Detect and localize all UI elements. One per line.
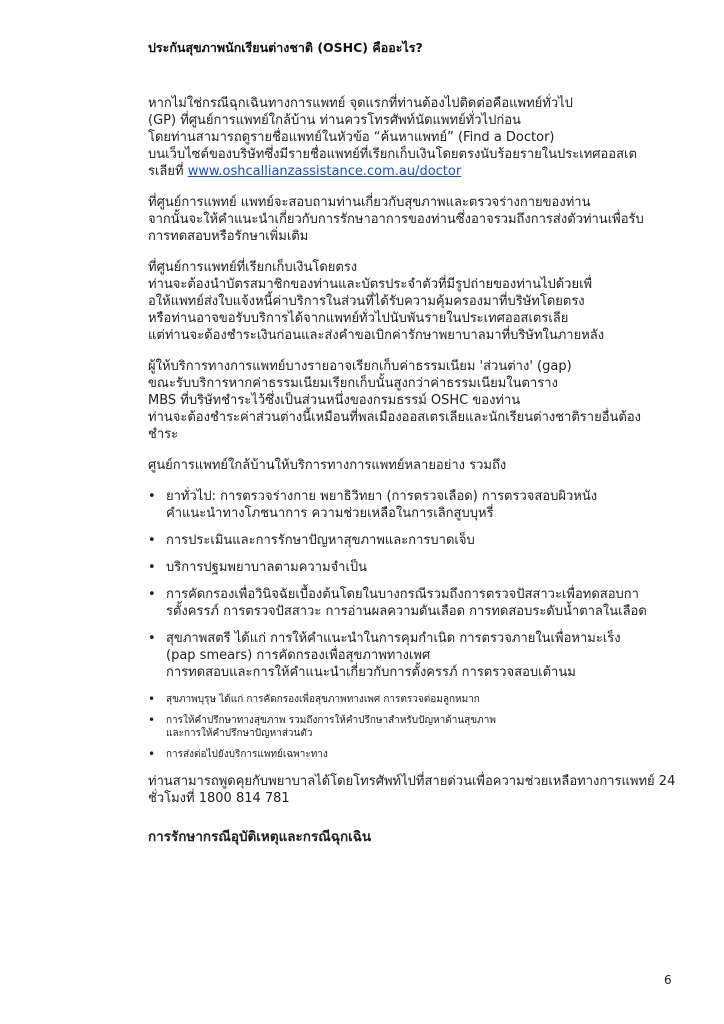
- bullet-symbol: •: [148, 692, 156, 706]
- list-item: [148, 488, 668, 522]
- bullet-symbol: •: [148, 747, 156, 761]
- text-line: อให้แพทย์ส่งใบแจ้งหนี้ค่าบริการในส่วนที่ได้รับความคุ้มครองมาที่บริษัทโดยตรง: [148, 294, 585, 309]
- text-line: สุขภาพสตรี ได้แก่ การให้คำแนะนำในการคุมกำเนิด การตรวจภายในเพื่อหามะเร็ง: [166, 631, 621, 646]
- text-line: ที่ศูนย์การแพทย์ที่เรียกเก็บเงินโดยตรง: [148, 260, 358, 275]
- text-line: สุขภาพบุรุษ ได้แก่ การคัดกรองเพื่อสุขภาพทางเพศ การตรวจต่อมลูกหมาก: [166, 694, 480, 705]
- text-line: (GP) ที่ศูนย์การแพทย์ใกล้บ้าน ท่านควรโทรศัพท์นัดแพทย์ทั่วไปก่อน: [148, 113, 521, 128]
- services-list: [148, 488, 668, 681]
- list-item: [148, 693, 668, 706]
- text-line: การทดสอบและการให้คำแนะนำเกี่ยวกับการตั้งครรภ์ การตรวจสอบเต้านม: [166, 665, 576, 680]
- text-line: แต่ท่านจะต้องชำระเงินก่อนและส่งคำขอเบิกค่ารักษาพยาบาลมาที่บริษัทในภายหลัง: [148, 328, 605, 343]
- bullet-symbol: •: [148, 587, 156, 602]
- list-item: [148, 748, 668, 761]
- paragraph-nurse-hotline: [148, 773, 676, 807]
- page-header-title: ประกันสุขภาพนักเรียนต่างชาติ (OSHC) คืออะไร?: [148, 40, 423, 55]
- find-doctor-link[interactable]: www.oshcallianzassistance.com.au/doctor: [187, 164, 462, 179]
- list-item: [148, 532, 668, 549]
- text-line: ยาทั่วไป: การตรวจร่างกาย พยาธิวิทยา (การตรวจเลือด) การตรวจสอบผิวหนัง: [166, 489, 598, 504]
- text-line-with-link: [148, 163, 668, 180]
- text-line: ท่านสามารถพูดคุยกับพยาบาลได้โดยโทรศัพท์ไปที่สายด่วนเพื่อความช่วยเหลือทางการแพทย์ 24: [148, 774, 676, 789]
- text-line: การประเมินและการรักษาปัญหาสุขภาพและการบาดเจ็บ: [166, 533, 475, 548]
- text-line: และการให้คำปรึกษาปัญหาส่วนตัว: [166, 728, 313, 739]
- text-line: หรือท่านอาจขอรับบริการได้จากแพทย์ทั่วไปนับพันรายในประเทศออสเตรเลีย: [148, 311, 569, 326]
- bullet-symbol: •: [148, 631, 156, 646]
- bullet-symbol: •: [148, 533, 156, 548]
- text-line: การทดสอบหรือรักษาเพิ่มเติม: [148, 229, 309, 244]
- paragraph-gp-intro: [148, 95, 668, 180]
- text-line: ชั่วโมงที่ 1800 814 781: [148, 791, 290, 806]
- paragraph-direct-billing: [148, 259, 668, 344]
- text-line: รตั้งครรภ์ การตรวจปัสสาวะ การอ่านผลความดันเลือด การทดสอบระดับน้ำตาลในเลือด: [166, 604, 647, 619]
- services-list-small: [148, 693, 668, 761]
- text-line: ผู้ให้บริการทางการแพทย์บางรายอาจเรียกเก็บค่าธรรมเนียม 'ส่วนต่าง' (gap): [148, 359, 572, 374]
- main-content: [148, 95, 676, 846]
- text-line: บริการปฐมพยาบาลตามความจำเป็น: [166, 560, 368, 575]
- list-item: [148, 714, 668, 740]
- text-line: (pap smears) การคัดกรองเพื่อสุขภาพทางเพศ: [166, 648, 431, 663]
- text-line: ที่ศูนย์การแพทย์ แพทย์จะสอบถามท่านเกี่ยวกับสุขภาพและตรวจร่างกายของท่าน: [148, 195, 591, 210]
- link-prefix: รเลียที่: [148, 164, 188, 179]
- text-line: ขณะรับบริการหากค่าธรรมเนียมเรียกเก็บนั้นสูงกว่าค่าธรรมเนียมในตาราง: [148, 376, 558, 391]
- text-line: โดยท่านสามารถดูรายชื่อแพทย์ในหัวข้อ “ค้นหาแพทย์” (Find a Doctor): [148, 130, 555, 145]
- list-item: [148, 586, 668, 620]
- page-number: 6: [664, 973, 672, 987]
- text-line: บนเว็บไซต์ของบริษัทซึ่งมีรายชื่อแพทย์ที่เรียกเก็บเงินโดยตรงนับร้อยรายในประเทศออสเต: [148, 147, 637, 162]
- text-line: การคัดกรองเพื่อวินิจฉัยเบื้องต้นโดยในบางกรณีรวมถึงการตรวจปัสสาวะเพื่อทดสอบกา: [166, 587, 639, 602]
- text-line: MBS ที่บริษัทชำระไว้ซึ่งเป็นส่วนหนึ่งของกรมธรรม์ OSHC ของท่าน: [148, 393, 521, 408]
- section-heading: การรักษากรณีอุบัติเหตุและกรณีฉุกเฉิน: [148, 829, 372, 845]
- text-line: ท่านจะต้องนำบัตรสมาชิกของท่านและบัตรประจำตัวที่มีรูปถ่ายของท่านไปด้วยเพื่: [148, 277, 593, 292]
- bullet-symbol: •: [148, 560, 156, 575]
- text-line: หากไม่ใช่กรณีฉุกเฉินทางการแพทย์ จุดแรกที่ท่านต้องไปติดต่อคือแพทย์ทั่วไป: [148, 96, 573, 111]
- text-line: คำแนะนำทางโภชนาการ ความช่วยเหลือในการเลิกสูบบุหรี่: [166, 506, 494, 521]
- text-line: การให้คำปรึกษาทางสุขภาพ รวมถึงการให้คำปรึกษาสำหรับปัญหาด้านสุขภาพ: [166, 715, 496, 726]
- text-line: ชำระ: [148, 427, 179, 442]
- text-line: จากนั้นจะให้คำแนะนำเกี่ยวกับการรักษาอาการของท่านซึ่งอาจรวมถึงการส่งตัวท่านเพื่อรับ: [148, 212, 644, 227]
- list-item: [148, 630, 668, 681]
- text-line: ท่านจะต้องชำระค่าส่วนต่างนี้เหมือนที่พลเมืองออสเตรเลียและนักเรียนต่างชาติรายอื่นต้อง: [148, 410, 641, 425]
- text-line: การส่งต่อไปยังบริการแพทย์เฉพาะทาง: [166, 749, 328, 760]
- bullet-symbol: •: [148, 713, 156, 727]
- text-line: ศูนย์การแพทย์ใกล้บ้านให้บริการทางการแพทย์หลายอย่าง รวมถึง: [148, 458, 507, 473]
- bullet-symbol: •: [148, 489, 156, 504]
- paragraph-consultation: [148, 194, 668, 245]
- list-item: [148, 559, 668, 576]
- paragraph-gap-fee: [148, 358, 668, 443]
- paragraph-services-intro: [148, 457, 668, 474]
